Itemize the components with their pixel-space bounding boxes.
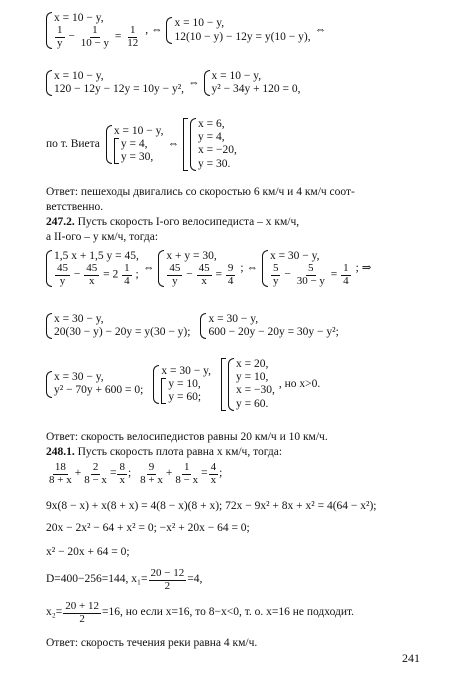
bracket (183, 118, 188, 171)
equation: x = 20, (235, 358, 269, 370)
equation: y = 60; (168, 391, 202, 404)
root-line: x₂= $\frac{20 + 12}{2}$ =16, но если x=16, то 8−x<0, т. о. x=16 не подходит. (46, 600, 355, 625)
problem-text: Пусть скорость I-ого велосипедиста – x км/ч, (74, 216, 300, 228)
fraction: $\frac{1}{4}$ (124, 262, 130, 287)
fraction: $\frac{45}{x}$ (198, 262, 210, 287)
equation: x = 6, (198, 118, 225, 130)
equation: y = 4, (198, 131, 225, 144)
vieta-label: по т. Виета (46, 137, 100, 150)
fraction: $\frac{9}{8 + x}$ (140, 461, 163, 486)
equation: x = −30, (235, 384, 275, 397)
equivalence-arrow: ⇔ (167, 137, 179, 150)
system-row-247a: 1,5 x + 1,5 y = 45, $\frac{45}{y}$ − $\frac{45}{x}$ = 2 $\frac{1}{4}$ ; ⇔ x + y = 30, $\frac{45}{y}$ − $\frac{45}{x}$ = $\frac{9}{4}$ ; ⇔ x = 30 − y, $\frac{5}{y}$ − $\frac{5}{30 - y}$ = $\frac{1}{4}$ ; ⇒ (46, 250, 375, 287)
answer-text: Ответ: пешеходы двигались со скоростью 6 км/ч и 4 км/ч соот- (46, 186, 355, 198)
equivalence-arrow: , ⇔ (145, 24, 163, 37)
condition-note: , но x>0. (278, 377, 321, 390)
fraction: $\frac{20 + 12}{2}$ (65, 600, 99, 625)
fraction: $\frac{1}{10 - y}$ (80, 24, 109, 49)
equation-line: 20x − 2x² − 64 + x² = 0; −x² + 20x − 64 = 0; (46, 522, 250, 534)
equation: x = 30 − y, (208, 313, 259, 325)
equivalence-arrow: ⇔ (188, 76, 200, 89)
equation: y² − 34y + 120 = 0, (211, 83, 301, 96)
bracket (114, 138, 119, 164)
brace (46, 313, 52, 339)
system-row-247c (46, 358, 320, 411)
system-brace-group (166, 17, 310, 43)
fraction: $\frac{4}{x}$ (210, 461, 217, 486)
answer-text: Ответ: скорость течения реки равна 4 км/ч. (46, 637, 258, 649)
equation: y = 30, (120, 151, 154, 164)
discriminant-line: D=400−256=144, x₁= $\frac{20 - 12}{2}$ =4, (46, 567, 203, 592)
system-row-1 (46, 12, 330, 49)
fraction: $\frac{8}{x}$ (119, 461, 125, 486)
equation: 1,5 x + 1,5 y = 45, (54, 250, 139, 262)
equation: x = 30 − y, (54, 313, 104, 325)
equivalence-arrow: ; ⇔ (240, 262, 258, 275)
system-row-2 (46, 70, 301, 96)
equation: 20(30 − y) − 20y = y(30 − y); (54, 326, 191, 339)
fraction: $\frac{9}{4}$ (227, 262, 234, 287)
brace (46, 12, 52, 49)
system-brace-group: x = 10 − y, $\frac{1}{y}$ − $\frac{1}{10 - y}$ = $\frac{1}{12}$ (46, 12, 141, 49)
equation-line: 9x(8 − x) + x(8 + x) = 4(8 − x)(8 + x); 72x − 9x² + 8x + x² = 4(64 − x²); (46, 500, 377, 512)
brace (228, 358, 234, 411)
fraction: $\frac{1}{12}$ (127, 24, 139, 49)
equation: x + y = 30, (166, 250, 217, 262)
brace (158, 250, 164, 287)
equation: y = 10, (168, 377, 201, 390)
brace (46, 250, 52, 287)
equation: x = 10 − y, (174, 17, 225, 30)
equation: x = 10 − y, (54, 70, 104, 82)
equation: x = 10 − y, (113, 124, 164, 137)
brace (166, 17, 172, 43)
problem-heading (46, 216, 299, 229)
problem-number: 248.1. (46, 446, 75, 458)
problem-text: а II-ого – y км/ч, тогда: (46, 231, 159, 243)
equation: y = 60. (235, 397, 269, 410)
equivalence-arrow: ⇔ (142, 262, 155, 275)
brace (153, 365, 159, 405)
fraction: $\frac{1}{y}$ (57, 24, 63, 49)
equation: y = 30. (198, 157, 231, 170)
equation: x = 30 − y, (54, 371, 104, 384)
problem-number: 247.2. (46, 216, 75, 228)
equation: y² − 70y + 600 = 0; (54, 384, 144, 397)
equation: x = 10 − y, (54, 12, 104, 24)
equation: 600 − 20y − 20y = 30y − y²; (208, 326, 339, 339)
answer-text: Ответ: скорость велосипедистов равны 20 км/ч и 10 км/ч. (46, 431, 328, 443)
bracket (221, 358, 226, 411)
fraction: $\frac{18}{8 + x}$ (49, 461, 72, 486)
fraction: $\frac{5}{y}$ (272, 262, 279, 287)
brace (190, 118, 196, 171)
problem-heading (46, 446, 282, 459)
fraction: $\frac{1}{4}$ (343, 262, 349, 287)
fraction: $\frac{2}{8 - x}$ (84, 461, 107, 486)
equation: 12(10 − y) − 12y = y(10 − y), (174, 30, 311, 43)
fraction: $\frac{20 - 12}{2}$ (150, 567, 185, 592)
brace (262, 250, 268, 287)
system-row-247b (46, 313, 339, 339)
fraction: $\frac{5}{30 - y}$ (296, 262, 325, 287)
equation: x = 30 − y, (269, 250, 320, 262)
brace (106, 125, 112, 165)
brace (204, 70, 210, 96)
page-number: 241 (402, 651, 420, 665)
brace (200, 313, 206, 339)
equation: x = 30 − y, (161, 364, 211, 377)
equation-line: x² − 20x + 64 = 0; (46, 546, 130, 558)
implication-arrow: ; ⇒ (355, 262, 372, 275)
equation-row-248a: $\frac{18}{8 + x}$ + $\frac{2}{8 - x}$ = $\frac{8}{x}$ ; $\frac{9}{8 + x}$ + $\frac{1}{8 - x}$ = $\frac{4}{x}$ ; (49, 461, 223, 486)
vieta-row (46, 118, 237, 171)
answer-text-cont: ветственно. (46, 201, 104, 213)
equation: x = −20, (198, 144, 237, 157)
fraction: $\frac{45}{y}$ (169, 262, 181, 287)
fraction: $\frac{45}{x}$ (86, 262, 98, 287)
bracket (161, 378, 166, 404)
equation: x = 10 − y, (211, 70, 262, 82)
equation: 120 − 12y − 12y = 10y − y², (54, 83, 185, 96)
equation: y = 4, (120, 137, 148, 150)
problem-text: Пусть скорость плота равна x км/ч, тогда: (74, 446, 283, 458)
equation: y = 10, (235, 371, 269, 384)
fraction: $\frac{45}{y}$ (57, 262, 68, 287)
brace (46, 70, 52, 96)
brace (46, 371, 52, 397)
equivalence-arrow: ⇔ (314, 24, 327, 37)
fraction: $\frac{1}{8 - x}$ (175, 461, 199, 486)
